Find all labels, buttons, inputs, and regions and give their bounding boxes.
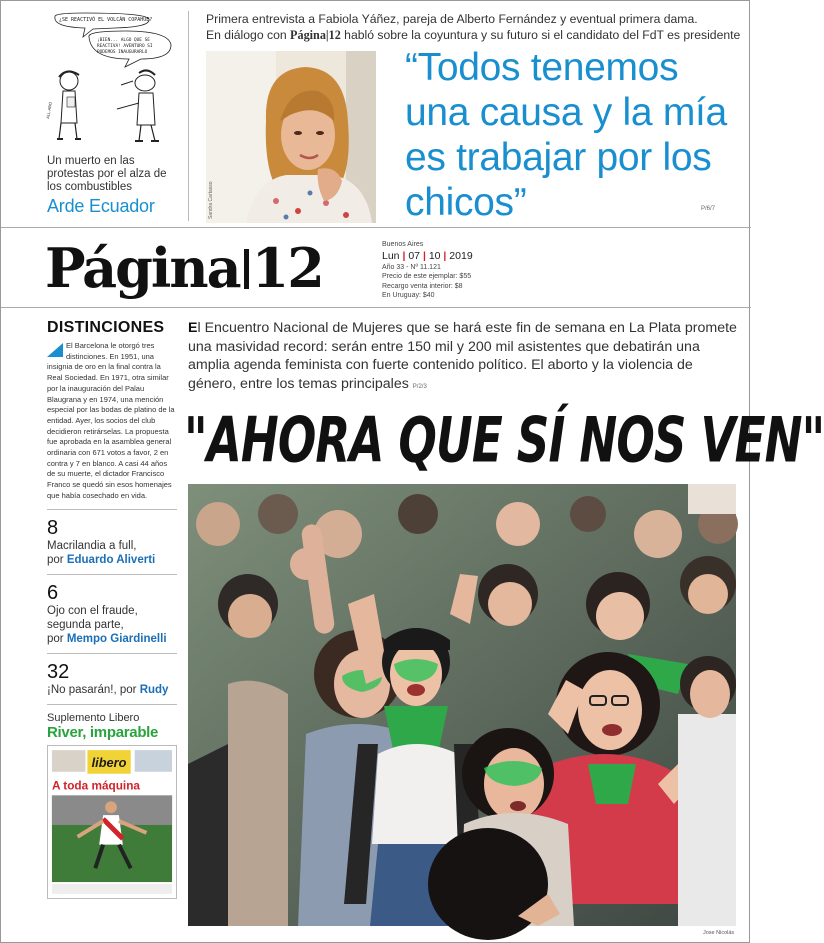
- blue-triangle-icon: [47, 343, 63, 357]
- photo-credit: Jose Nicolás: [703, 930, 735, 936]
- edition-price: Precio de este ejemplar: $55: [382, 273, 472, 280]
- edition-surcharge: Recargo venta interior: $8: [382, 282, 463, 290]
- teaser-author: Eduardo Aliverti: [66, 553, 156, 566]
- teaser-giardinelli[interactable]: 6 Ojo con el fraude, segunda parte, por Mempo Giardinelli: [47, 582, 177, 646]
- suplemento-headline: River, imparable: [47, 723, 159, 741]
- masthead-top-rule: [1, 227, 751, 228]
- suplemento-label: Suplemento Libero: [47, 711, 140, 724]
- inline-brand: Página|12: [290, 28, 341, 42]
- lead-initial: E: [188, 320, 198, 336]
- column-divider: [188, 11, 189, 221]
- cartoon-signature: ALL-ABO: [45, 101, 53, 120]
- ecuador-teaser-summary: Un muerto en las protestas por el alza de los combustibles: [47, 155, 167, 193]
- cover-headline: A toda máquina: [51, 778, 140, 793]
- march-crowd-photo[interactable]: [188, 484, 736, 926]
- cartoon-bubble-top: ¿SE REACTIVÓ EL VOLCÁN COPAHUE?: [59, 17, 153, 23]
- interview-intro-pre: En diálogo con: [206, 28, 291, 42]
- ecuador-teaser[interactable]: [47, 155, 179, 217]
- logo-left: Página: [45, 236, 240, 300]
- interview-intro-line1: Primera entrevista a Fabiola Yáñez, pareja de Alberto Fernández y eventual primera dama.: [206, 12, 698, 26]
- divider: [47, 653, 177, 654]
- lead-text: l Encuentro Nacional de Mujeres que se hará este fin de semana en La Plata promete una masividad record: serán entre 150 mil y 200 mil asistentes que debatirán una amplia agenda feminista con fuerte contenido político. El aborto y la violencia de género, entre los temas principales: [188, 320, 737, 392]
- edition-uruguay-price: En Uruguay: $40: [382, 292, 435, 299]
- distinciones-title[interactable]: DISTINCIONES: [47, 319, 165, 336]
- interview-intro: [206, 11, 741, 43]
- libero-cover-thumbnail[interactable]: [47, 745, 177, 899]
- distinciones-body: El Barcelona le otorgó tres distinciones. En 1951, una insignia de oro en la final contra la Real Sociedad. En 1971, otra similar por la inauguración del Palau Blaugrana y en 1974, una mención especial por las bodas de platino de la entidad. Ayer, los socios del club decidieron retirárselas. La propuesta fue aprobada en la asamblea general ordinaria con 671 votos a favor, 2 en contra y 7 en blanco. A casi 44 años de su muerte, el dictador Francisco Franco se quedó sin esos homenajes que había cosechado en vida.: [47, 341, 175, 500]
- interview-intro-post: habló sobre la coyuntura y su futuro si el candidato del FdT es presidente: [340, 28, 741, 42]
- lead-paragraph[interactable]: [188, 319, 743, 396]
- edition-city: Buenos Aires: [382, 241, 424, 248]
- svg-text:¡BIEN... ALGO QUE SE REA: ¡BIEN... ALGO QUE SE REACTIVA! AVENTURO SI PODEMOS INAUGURARLO: [97, 38, 153, 55]
- suplemento-libero[interactable]: [47, 712, 177, 904]
- editorial-cartoon: [45, 11, 177, 149]
- interview-quote[interactable]: “Todos tenemos una causa y la mía es trabajar por los chicos”: [405, 46, 727, 224]
- pagina12-logo[interactable]: [45, 232, 323, 304]
- divider: [47, 704, 177, 705]
- teaser-rudy[interactable]: 32 ¡No pasarán!, por Rudy: [47, 661, 177, 697]
- main-headline[interactable]: "AHORA QUE SÍ NOS VEN": [184, 405, 824, 477]
- quote-page-ref: P/6/7: [701, 206, 716, 212]
- divider: [47, 509, 177, 510]
- edition-issue: Año 33 - Nº 11.121: [382, 263, 441, 271]
- teaser-page-number: 32: [47, 660, 70, 683]
- lead-page-ref: P/2/3: [412, 383, 427, 390]
- divider: [47, 574, 177, 575]
- logo-bar: [244, 249, 249, 289]
- masthead-bottom-rule: [1, 307, 751, 308]
- edition-info: [382, 240, 542, 301]
- teaser-aliverti[interactable]: 8 Macrilandia a full, por Eduardo Aliverti: [47, 517, 177, 567]
- teaser-page-number: 8: [47, 516, 59, 539]
- libero-logo: libero: [91, 754, 127, 770]
- logo-right: 12: [251, 236, 323, 300]
- fabiola-yanez-portrait: [206, 51, 376, 223]
- ecuador-teaser-headline: Arde Ecuador: [47, 196, 155, 216]
- edition-date: Lun | 07 | 10 | 2019: [382, 249, 473, 262]
- teaser-page-number: 6: [47, 581, 59, 604]
- teaser-author: Mempo Giardinelli: [66, 632, 167, 645]
- teaser-author: Rudy: [139, 683, 169, 696]
- left-column: [47, 319, 177, 904]
- portrait-credit: Sandra Cartasso: [208, 181, 214, 219]
